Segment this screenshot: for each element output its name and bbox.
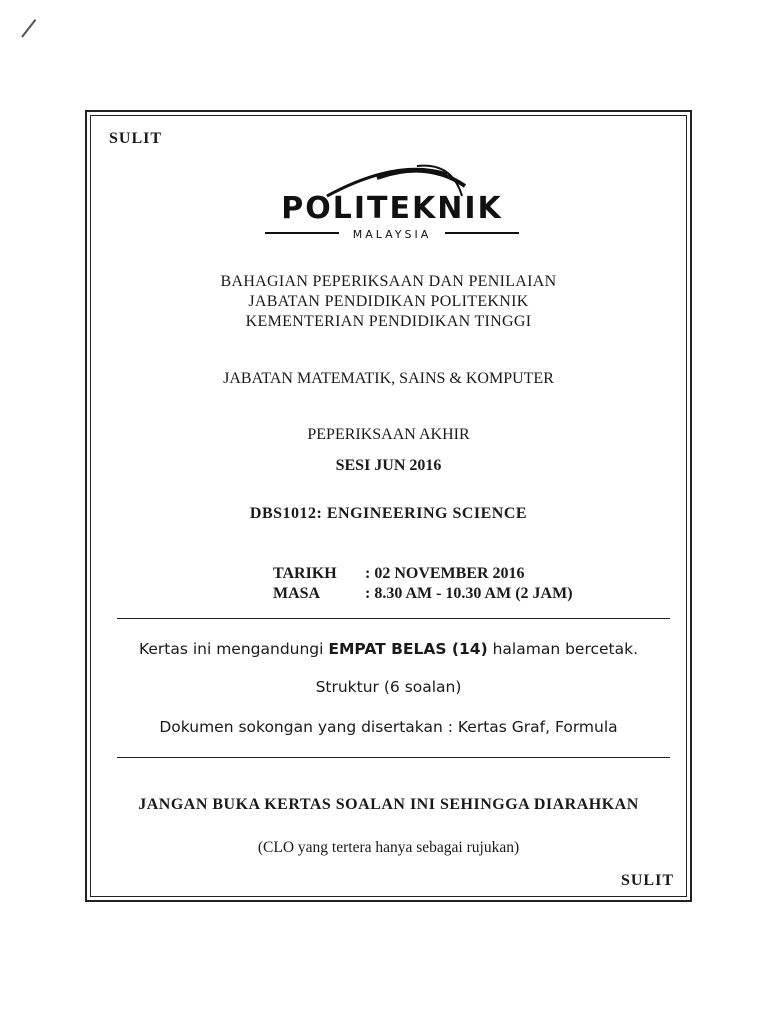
clo-note: (CLO yang tertera hanya sebagai rujukan) xyxy=(257,839,520,856)
agency-block xyxy=(87,272,690,332)
logo-wordmark: POLITEKNIK xyxy=(281,191,503,226)
divider xyxy=(117,757,670,758)
exam-session: SESI JUN 2016 xyxy=(335,457,442,474)
agency-line: KEMENTERIAN PENDIDIKAN TINGGI xyxy=(245,313,532,330)
supporting-docs-note: Dokumen sokongan yang disertakan : Kertas Graf, Formula xyxy=(159,718,618,736)
time-value: : 8.30 AM - 10.30 AM (2 JAM) xyxy=(365,585,573,602)
page-count-text-end: halaman bercetak. xyxy=(487,640,639,658)
exam-cover-frame xyxy=(85,110,692,902)
scan-mark xyxy=(21,19,36,38)
date-label: TARIKH xyxy=(273,565,337,582)
classification-top: SULIT xyxy=(109,130,163,147)
politeknik-malaysia-logo-icon xyxy=(257,156,527,246)
page-count-text: Kertas ini mengandungi xyxy=(138,640,329,658)
department: JABATAN MATEMATIK, SAINS & KOMPUTER xyxy=(223,370,554,387)
time-label: MASA xyxy=(273,585,321,602)
date-value: : 02 NOVEMBER 2016 xyxy=(365,565,525,582)
classification-bottom: SULIT xyxy=(620,872,674,889)
exam-type: PEPERIKSAAN AKHIR xyxy=(307,426,470,443)
structure-note: Struktur (6 soalan) xyxy=(315,678,462,696)
agency-line: JABATAN PENDIDIKAN POLITEKNIK xyxy=(248,293,529,310)
course-title: DBS1012: ENGINEERING SCIENCE xyxy=(249,505,528,522)
agency-line: BAHAGIAN PEPERIKSAAN DAN PENILAIAN xyxy=(220,273,557,290)
page-count-note xyxy=(87,640,690,658)
divider xyxy=(117,618,670,619)
warning-notice: JANGAN BUKA KERTAS SOALAN INI SEHINGGA DIARAHKAN xyxy=(138,796,639,813)
page-count-bold: EMPAT BELAS (14) xyxy=(328,640,488,658)
logo-subtext: MALAYSIA xyxy=(352,228,432,241)
exam-schedule xyxy=(273,564,573,604)
